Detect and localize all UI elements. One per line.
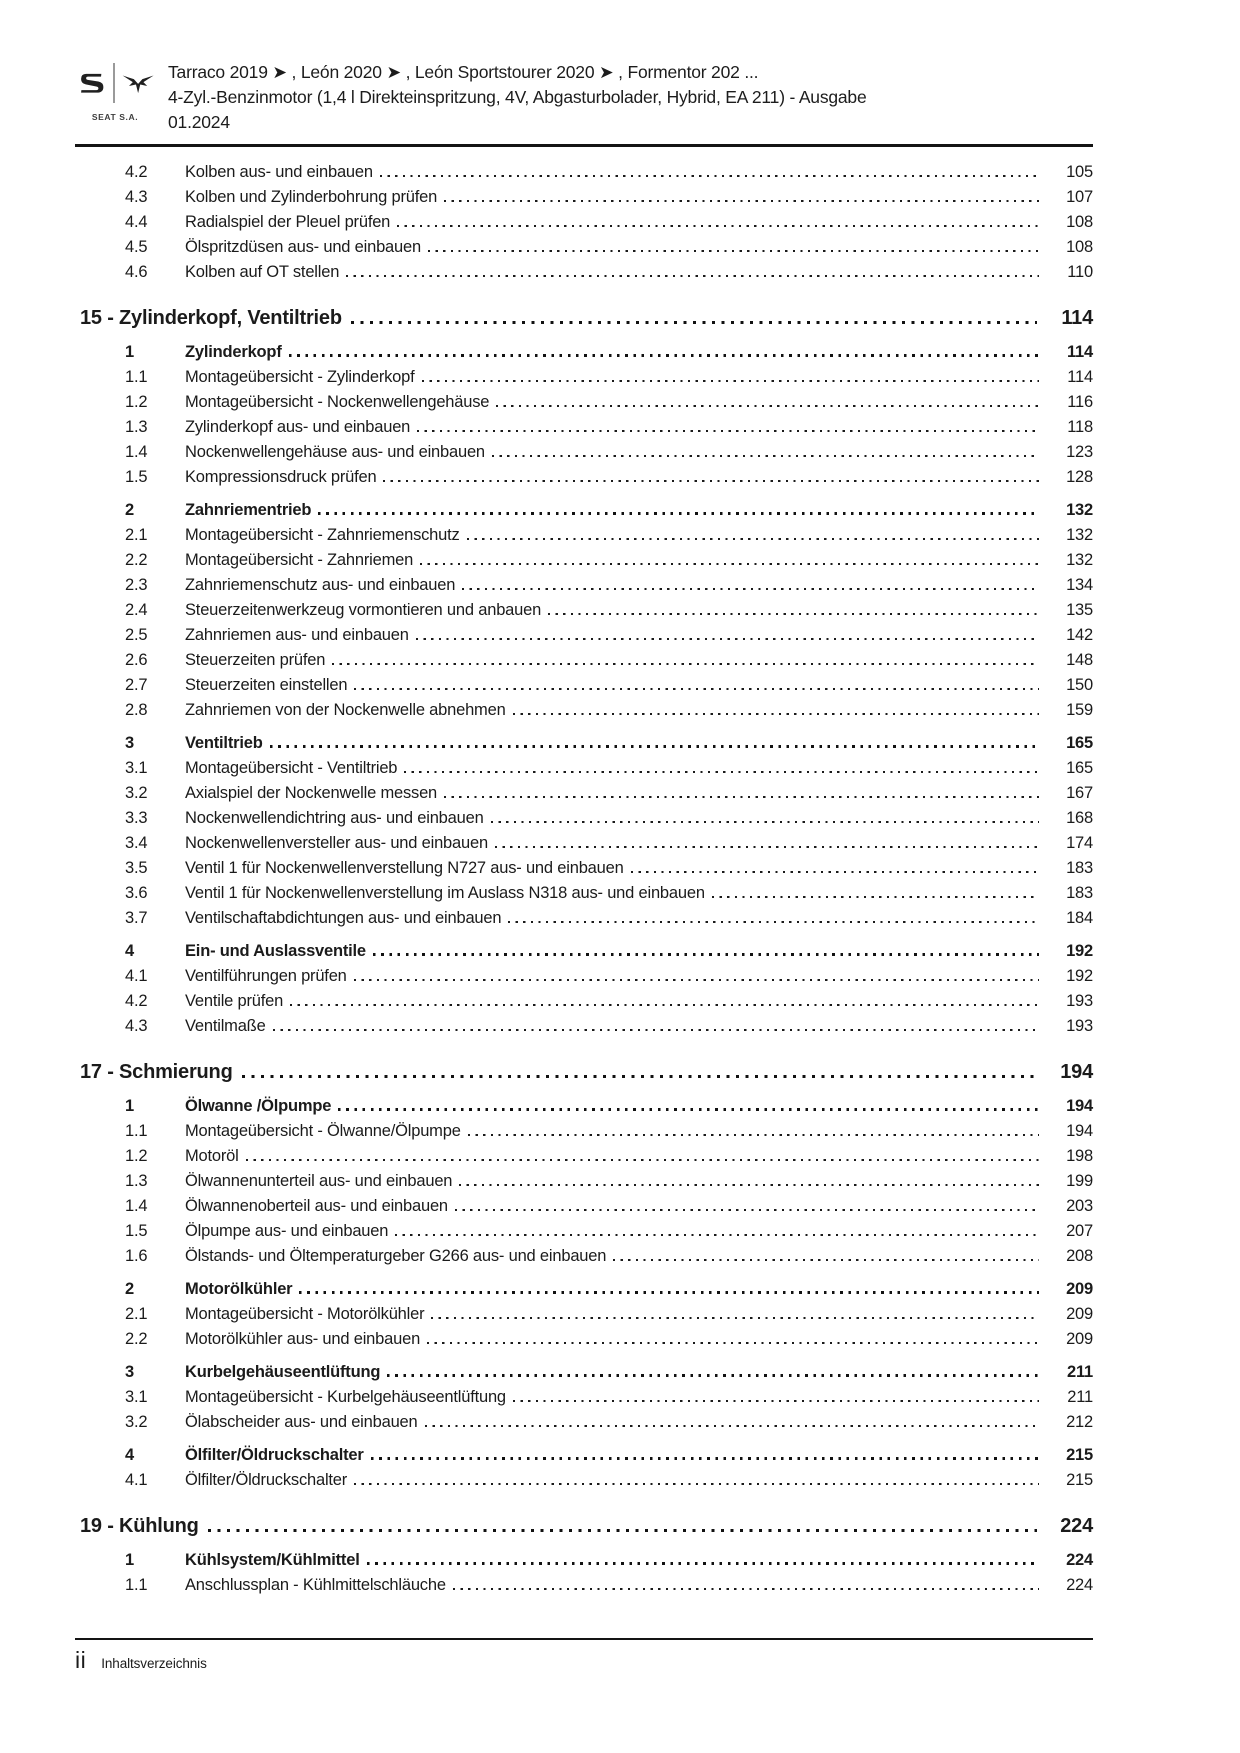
toc-number: 1.5 <box>125 1222 148 1240</box>
toc-number: 3 <box>125 1363 134 1381</box>
toc-title: Montageübersicht - Ölwanne/Ölpumpe <box>185 1122 461 1140</box>
dot-leader <box>351 321 1037 324</box>
dot-leader <box>467 538 1039 540</box>
toc-group-row <box>75 1360 1093 1385</box>
dot-leader <box>299 1291 1039 1294</box>
dot-leader <box>208 1529 1037 1532</box>
toc-number: 1.3 <box>125 418 148 436</box>
toc-page-number: 118 <box>1067 418 1093 436</box>
dot-leader <box>332 663 1039 665</box>
toc-number: 2.7 <box>125 676 148 694</box>
toc-number: 3.2 <box>125 1413 148 1431</box>
toc-number: 4 <box>125 942 134 960</box>
seat-cupra-logo <box>75 60 155 122</box>
toc-page-number: 224 <box>1066 1576 1093 1594</box>
toc-title: Montageübersicht - Motorölkühler <box>185 1305 425 1323</box>
toc-group-row <box>75 340 1093 365</box>
toc-title: Ventilschaftabdichtungen aus- und einbauen <box>185 909 502 927</box>
toc-number: 2.4 <box>125 601 148 619</box>
dot-leader <box>387 1374 1039 1377</box>
toc-number: 1.4 <box>125 443 148 461</box>
toc-page-number: 135 <box>1066 601 1093 619</box>
toc-page-number: 208 <box>1066 1247 1093 1265</box>
toc-page-number: 198 <box>1066 1147 1093 1165</box>
toc-entry-row <box>75 1014 1093 1039</box>
seat-logo-icon <box>75 65 107 101</box>
footer-line <box>75 1647 1093 1674</box>
dot-leader <box>459 1184 1039 1186</box>
toc-entry-row <box>75 831 1093 856</box>
toc-title: Ölfilter/Öldruckschalter <box>185 1446 364 1464</box>
dot-leader <box>548 613 1039 615</box>
toc-page-number: 128 <box>1066 468 1093 486</box>
toc-number: 1.1 <box>125 1576 148 1594</box>
dot-leader <box>444 200 1039 202</box>
toc-entry-row <box>75 964 1093 989</box>
toc-number: 2 <box>125 501 134 519</box>
toc-number: 1 <box>125 1551 134 1569</box>
toc-title: Montageübersicht - Zylinderkopf <box>185 368 415 386</box>
dot-leader <box>492 455 1039 457</box>
toc-title: Zahnriementrieb <box>185 501 312 519</box>
toc-page-number: 114 <box>1066 343 1093 361</box>
toc-page-number: 132 <box>1066 526 1093 544</box>
dot-leader <box>513 713 1039 715</box>
toc-page-number: 212 <box>1066 1413 1093 1431</box>
toc-title: Ventil 1 für Nockenwellenverstellung N727 aus- und einbauen <box>185 859 624 877</box>
dot-leader <box>613 1259 1039 1261</box>
dot-leader <box>289 354 1039 357</box>
toc-page-number: 107 <box>1066 188 1093 206</box>
toc-entry-row <box>75 698 1093 723</box>
page-header <box>75 0 1093 135</box>
dot-leader <box>397 225 1039 227</box>
toc-title: Ventiltrieb <box>185 734 263 752</box>
toc-number: 3.4 <box>125 834 148 852</box>
toc-page-number: 150 <box>1066 676 1093 694</box>
toc-entry-row <box>75 465 1093 490</box>
toc-title: Ölstands- und Öltemperaturgeber G266 aus- und einbauen <box>185 1247 607 1265</box>
toc-number: 3.3 <box>125 809 148 827</box>
header-models-line: Tarraco 2019 ➤ , León 2020 ➤ , León Sportstourer 2020 ➤ , Formentor 202 ... <box>168 62 759 82</box>
toc-title: Nockenwellengehäuse aus- und einbauen <box>185 443 485 461</box>
toc-title: Ölabscheider aus- und einbauen <box>185 1413 418 1431</box>
toc-entry-row <box>75 781 1093 806</box>
toc-page-number: 165 <box>1066 734 1093 752</box>
footer-rule <box>75 1638 1093 1640</box>
toc-group-row <box>75 1548 1093 1573</box>
toc-page-number: 224 <box>1066 1551 1093 1569</box>
toc-title: Ventilführungen prüfen <box>185 967 347 985</box>
dot-leader <box>453 1588 1039 1590</box>
toc-page-number: 123 <box>1066 443 1093 461</box>
toc-page-number: 194 <box>1066 1122 1093 1140</box>
toc-entry-row <box>75 648 1093 673</box>
toc-page-number: 209 <box>1066 1280 1093 1298</box>
toc-title: Ventilmaße <box>185 1017 266 1035</box>
footer-text: Inhaltsverzeichnis <box>101 1656 207 1671</box>
toc-title: Nockenwellenversteller aus- und einbauen <box>185 834 488 852</box>
toc-number: 4.1 <box>125 967 148 985</box>
toc-number: 2.1 <box>125 1305 148 1323</box>
toc-entry-row <box>75 1385 1093 1410</box>
toc-page-number: 209 <box>1066 1305 1093 1323</box>
toc-title: 15 - Zylinderkopf, Ventiltrieb <box>80 307 342 329</box>
footer-page-label: ii <box>75 1647 87 1673</box>
toc-number: 4.4 <box>125 213 148 231</box>
manual-toc-page <box>75 0 1093 1598</box>
toc-title: Montageübersicht - Kurbelgehäuseentlüftung <box>185 1388 506 1406</box>
toc-number: 1 <box>125 343 134 361</box>
toc-page-number: 192 <box>1066 967 1093 985</box>
toc-title: Ölfilter/Öldruckschalter <box>185 1471 348 1489</box>
toc-number: 2.3 <box>125 576 148 594</box>
toc-entry-row <box>75 1194 1093 1219</box>
toc-number: 1.1 <box>125 1122 148 1140</box>
header-engine-line: 4-Zyl.-Benzinmotor (1,4 l Direkteinspritzung, 4V, Abgasturbolader, Hybrid, EA 211) - Ausgabe <box>168 87 867 107</box>
toc-group-row <box>75 498 1093 523</box>
toc-page-number: 194 <box>1060 1061 1093 1083</box>
toc-title: Ölpumpe aus- und einbauen <box>185 1222 389 1240</box>
toc-number: 2.1 <box>125 526 148 544</box>
toc-entry-row <box>75 210 1093 235</box>
toc-title: Kompressionsdruck prüfen <box>185 468 377 486</box>
toc-number: 2.6 <box>125 651 148 669</box>
toc-entry-row <box>75 856 1093 881</box>
toc-entry-row <box>75 523 1093 548</box>
toc-entry-row <box>75 806 1093 831</box>
toc-page-number: 194 <box>1066 1097 1093 1115</box>
dot-leader <box>427 1342 1039 1344</box>
toc-number: 4.6 <box>125 263 148 281</box>
toc-entry-row <box>75 1410 1093 1435</box>
dot-leader <box>631 871 1039 873</box>
toc-number: 1.4 <box>125 1197 148 1215</box>
dot-leader <box>422 380 1040 382</box>
toc-page-number: 105 <box>1066 163 1093 181</box>
toc-title: Ein- und Auslassventile <box>185 942 366 960</box>
toc-number: 3.1 <box>125 759 148 777</box>
toc-title: Motoröl <box>185 1147 239 1165</box>
dot-leader <box>338 1108 1039 1111</box>
toc-entry-row <box>75 756 1093 781</box>
toc-entry-row <box>75 548 1093 573</box>
toc-number: 3.2 <box>125 784 148 802</box>
dot-leader <box>383 480 1039 482</box>
toc-title: Montageübersicht - Zahnriemen <box>185 551 414 569</box>
toc-page-number: 215 <box>1066 1446 1093 1464</box>
dot-leader <box>444 796 1039 798</box>
toc-title: Ventil 1 für Nockenwellenverstellung im Auslass N318 aus- und einbauen <box>185 884 705 902</box>
toc-title: Kühlsystem/Kühlmittel <box>185 1551 360 1569</box>
toc-number: 4.2 <box>125 163 148 181</box>
toc-page-number: 192 <box>1066 942 1093 960</box>
toc-page-number: 203 <box>1066 1197 1093 1215</box>
toc-page-number: 114 <box>1067 368 1093 386</box>
toc-page-number: 132 <box>1066 551 1093 569</box>
dot-leader <box>417 430 1039 432</box>
toc-chapter-row <box>75 1059 1093 1086</box>
toc-number: 2.5 <box>125 626 148 644</box>
toc-number: 1.5 <box>125 468 148 486</box>
toc-title: Zahnriemen aus- und einbauen <box>185 626 409 644</box>
toc-number: 1.3 <box>125 1172 148 1190</box>
toc-chapter-row <box>75 305 1093 332</box>
toc-number: 2.2 <box>125 1330 148 1348</box>
dot-leader <box>495 846 1039 848</box>
toc-number: 1.2 <box>125 1147 148 1165</box>
toc-title: Steuerzeitenwerkzeug vormontieren und anbauen <box>185 601 542 619</box>
toc-number: 3.6 <box>125 884 148 902</box>
dot-leader <box>354 688 1039 690</box>
toc-entry-row <box>75 881 1093 906</box>
toc-title: Kolben aus- und einbauen <box>185 163 373 181</box>
toc-entry-row <box>75 365 1093 390</box>
toc-page-number: 148 <box>1066 651 1093 669</box>
toc-entry-row <box>75 673 1093 698</box>
toc-title: Steuerzeiten einstellen <box>185 676 348 694</box>
toc-entry-row <box>75 1119 1093 1144</box>
toc-number: 3.7 <box>125 909 148 927</box>
toc-number: 2 <box>125 1280 134 1298</box>
toc-page-number: 183 <box>1066 884 1093 902</box>
toc-page-number: 193 <box>1066 1017 1093 1035</box>
dot-leader <box>468 1134 1039 1136</box>
toc-page-number: 165 <box>1066 759 1093 777</box>
logo-caption: SEAT S.A. <box>91 112 139 122</box>
toc-number: 4.5 <box>125 238 148 256</box>
toc-title: Axialspiel der Nockenwelle messen <box>185 784 438 802</box>
toc-number: 3 <box>125 734 134 752</box>
toc-title: Ölspritzdüsen aus- und einbauen <box>185 238 421 256</box>
toc-entry-row <box>75 573 1093 598</box>
dot-leader <box>395 1234 1039 1236</box>
toc-entry-row <box>75 440 1093 465</box>
toc-entry-row <box>75 185 1093 210</box>
toc-title: Radialspiel der Pleuel prüfen <box>185 213 391 231</box>
toc-title: Ölwanne /Ölpumpe <box>185 1097 332 1115</box>
toc-entry-row <box>75 1468 1093 1493</box>
dot-leader <box>354 1483 1039 1485</box>
toc-number: 4.2 <box>125 992 148 1010</box>
toc-entry-row <box>75 1144 1093 1169</box>
dot-leader <box>462 588 1039 590</box>
toc-page-number: 167 <box>1066 784 1093 802</box>
toc-page-number: 209 <box>1066 1330 1093 1348</box>
dot-leader <box>431 1317 1039 1319</box>
toc-title: Montageübersicht - Zahnriemenschutz <box>185 526 460 544</box>
dot-leader <box>513 1400 1039 1402</box>
toc-page-number: 108 <box>1066 238 1093 256</box>
toc-title: Zylinderkopf aus- und einbauen <box>185 418 411 436</box>
dot-leader <box>712 896 1039 898</box>
toc-title: 17 - Schmierung <box>80 1061 233 1083</box>
toc-group-row <box>75 1443 1093 1468</box>
dot-leader <box>428 250 1039 252</box>
toc-entry-row <box>75 1573 1093 1598</box>
toc-page-number: 110 <box>1067 263 1093 281</box>
toc-number: 2.8 <box>125 701 148 719</box>
toc-page-number: 193 <box>1066 992 1093 1010</box>
cupra-logo-icon <box>121 66 155 100</box>
toc-group-row <box>75 1277 1093 1302</box>
toc <box>75 160 1093 1598</box>
logo-marks <box>75 60 155 106</box>
logo-divider <box>113 63 114 103</box>
toc-entry-row <box>75 598 1093 623</box>
toc-page-number: 132 <box>1066 501 1093 519</box>
dot-leader <box>373 953 1039 956</box>
toc-title: Motorölkühler <box>185 1280 293 1298</box>
toc-number: 3.1 <box>125 1388 148 1406</box>
dot-leader <box>416 638 1039 640</box>
toc-group-row <box>75 731 1093 756</box>
dot-leader <box>404 771 1039 773</box>
toc-title: Kurbelgehäuseentlüftung <box>185 1363 381 1381</box>
toc-page-number: 224 <box>1060 1515 1093 1537</box>
toc-title: Montageübersicht - Ventiltrieb <box>185 759 398 777</box>
toc-entry-row <box>75 390 1093 415</box>
toc-number: 1.1 <box>125 368 148 386</box>
toc-title: Zylinderkopf <box>185 343 282 361</box>
dot-leader <box>273 1029 1039 1031</box>
toc-group-row <box>75 1094 1093 1119</box>
toc-page-number: 168 <box>1066 809 1093 827</box>
dot-leader <box>420 563 1039 565</box>
toc-number: 1.2 <box>125 393 148 411</box>
toc-number: 1.6 <box>125 1247 148 1265</box>
toc-number: 4.3 <box>125 188 148 206</box>
toc-title: Montageübersicht - Nockenwellengehäuse <box>185 393 490 411</box>
toc-entry-row <box>75 623 1093 648</box>
toc-entry-row <box>75 1219 1093 1244</box>
toc-title: Zahnriemenschutz aus- und einbauen <box>185 576 456 594</box>
dot-leader <box>346 275 1039 277</box>
toc-title: Kolben und Zylinderbohrung prüfen <box>185 188 438 206</box>
header-text <box>168 60 867 135</box>
toc-entry-row <box>75 906 1093 931</box>
toc-entry-row <box>75 260 1093 285</box>
toc-number: 2.2 <box>125 551 148 569</box>
toc-page-number: 207 <box>1066 1222 1093 1240</box>
toc-number: 4 <box>125 1446 134 1464</box>
toc-number: 1 <box>125 1097 134 1115</box>
toc-title: Steuerzeiten prüfen <box>185 651 326 669</box>
dot-leader <box>491 821 1039 823</box>
toc-title: Ölwannenunterteil aus- und einbauen <box>185 1172 453 1190</box>
dot-leader <box>246 1159 1039 1161</box>
toc-entry-row <box>75 1327 1093 1352</box>
toc-title: Nockenwellendichtring aus- und einbauen <box>185 809 484 827</box>
toc-title: Zahnriemen von der Nockenwelle abnehmen <box>185 701 506 719</box>
toc-entry-row <box>75 415 1093 440</box>
toc-title: Anschlussplan - Kühlmittelschläuche <box>185 1576 446 1594</box>
toc-title: Ölwannenoberteil aus- und einbauen <box>185 1197 448 1215</box>
toc-number: 3.5 <box>125 859 148 877</box>
toc-page-number: 174 <box>1066 834 1093 852</box>
toc-page-number: 134 <box>1066 576 1093 594</box>
toc-number: 4.1 <box>125 1471 148 1489</box>
toc-title: Ventile prüfen <box>185 992 284 1010</box>
toc-entry-row <box>75 235 1093 260</box>
dot-leader <box>354 979 1039 981</box>
toc-page-number: 159 <box>1066 701 1093 719</box>
dot-leader <box>508 921 1039 923</box>
dot-leader <box>496 405 1039 407</box>
dot-leader <box>367 1562 1039 1565</box>
toc-entry-row <box>75 1244 1093 1269</box>
toc-page-number: 116 <box>1067 393 1093 411</box>
toc-page-number: 108 <box>1066 213 1093 231</box>
toc-entry-row <box>75 160 1093 185</box>
toc-entry-row <box>75 989 1093 1014</box>
toc-page-number: 114 <box>1061 307 1093 329</box>
dot-leader <box>242 1075 1037 1078</box>
dot-leader <box>290 1004 1039 1006</box>
dot-leader <box>371 1457 1039 1460</box>
dot-leader <box>425 1425 1039 1427</box>
toc-page-number: 199 <box>1066 1172 1093 1190</box>
toc-page-number: 215 <box>1066 1471 1093 1489</box>
dot-leader <box>270 745 1039 748</box>
dot-leader <box>318 512 1039 515</box>
toc-page-number: 183 <box>1066 859 1093 877</box>
toc-entry-row <box>75 1302 1093 1327</box>
toc-group-row <box>75 939 1093 964</box>
toc-page-number: 211 <box>1066 1363 1093 1381</box>
header-rule <box>75 144 1093 147</box>
toc-title: Kolben auf OT stellen <box>185 263 340 281</box>
dot-leader <box>455 1209 1039 1211</box>
toc-page-number: 184 <box>1066 909 1093 927</box>
toc-title: Motorölkühler aus- und einbauen <box>185 1330 421 1348</box>
dot-leader <box>380 175 1039 177</box>
page-footer <box>75 1638 1093 1674</box>
header-edition-line: 01.2024 <box>168 112 230 132</box>
toc-page-number: 142 <box>1066 626 1093 644</box>
toc-entry-row <box>75 1169 1093 1194</box>
toc-title: 19 - Kühlung <box>80 1515 199 1537</box>
toc-number: 4.3 <box>125 1017 148 1035</box>
toc-chapter-row <box>75 1513 1093 1540</box>
toc-page-number: 211 <box>1067 1388 1093 1406</box>
